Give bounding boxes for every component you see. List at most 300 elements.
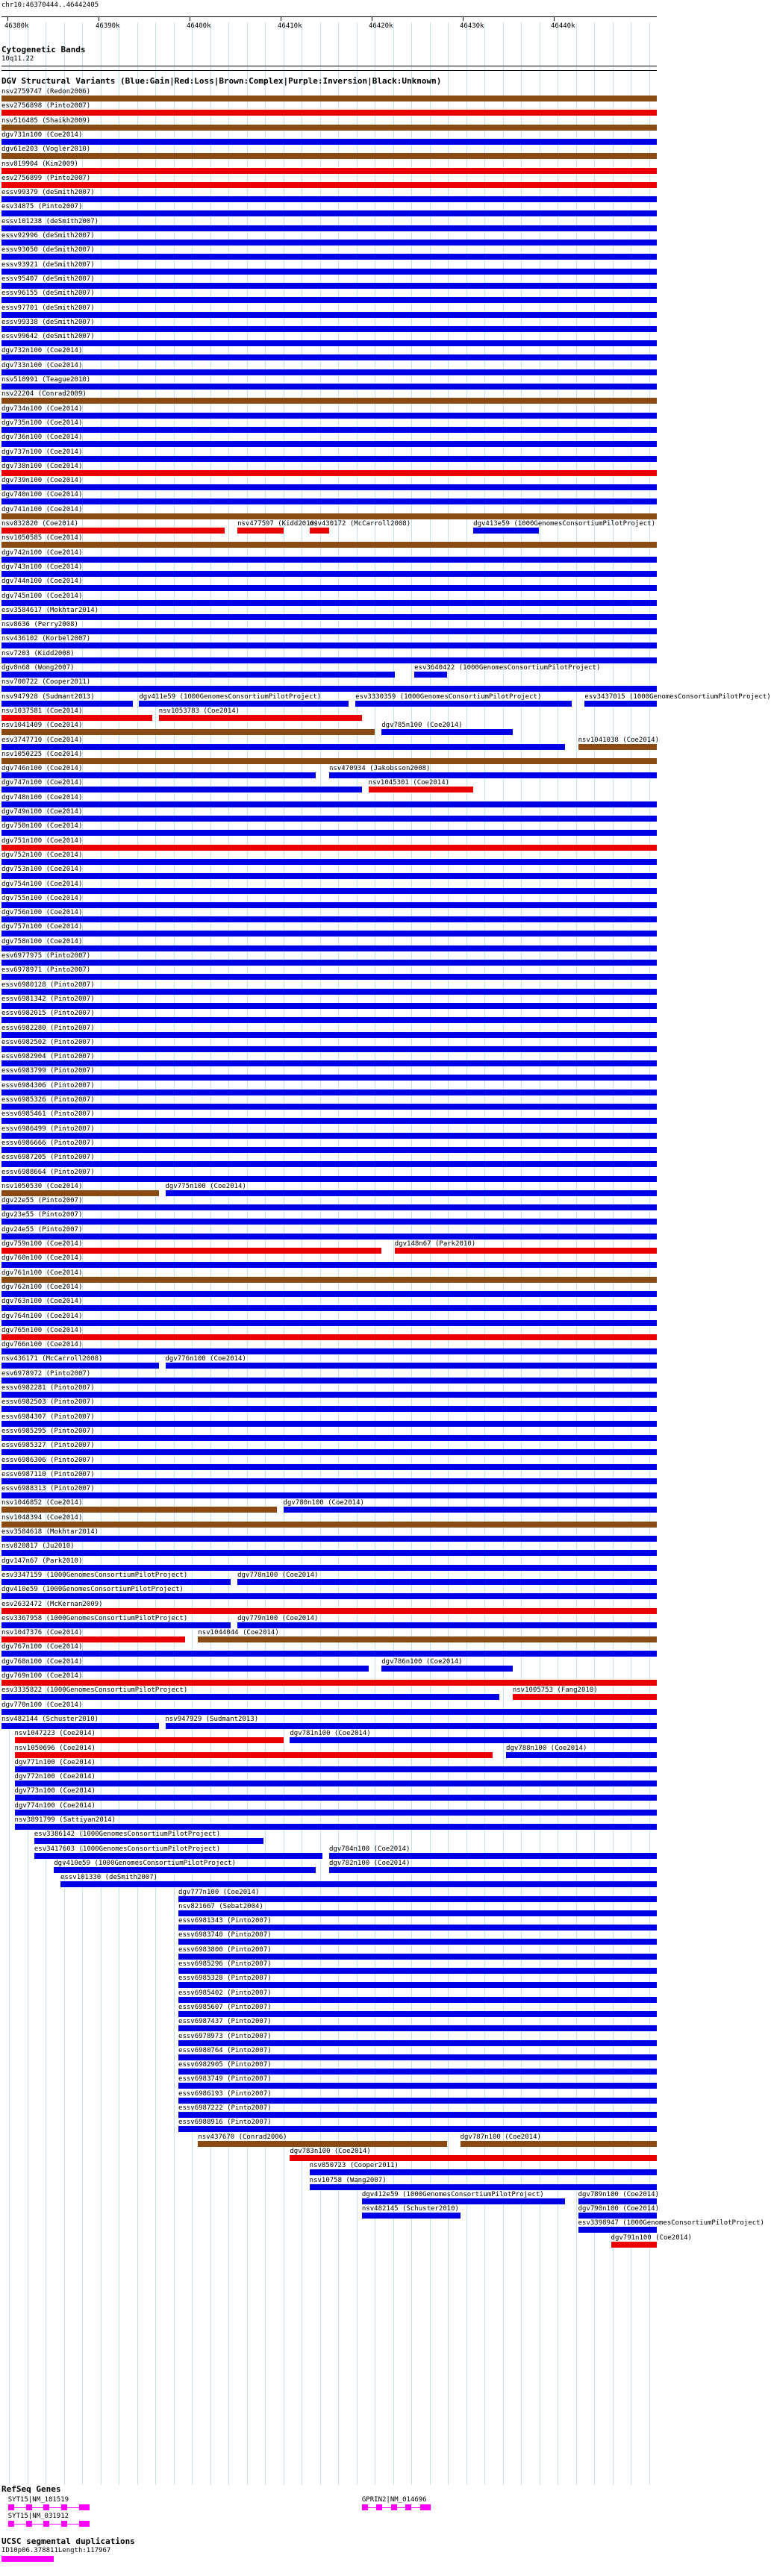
variant-label: nsv437670 (Conrad2006) [198, 2133, 287, 2141]
variant-label: esv2632472 (McKernan2009) [1, 1600, 103, 1608]
variant-bar [1, 960, 657, 966]
variant-bar [1, 1536, 657, 1542]
variant-label: dgv742n100 (Coe2014) [1, 548, 83, 557]
variant-bar [1, 413, 657, 419]
variant-bar [178, 2040, 657, 2046]
variant-bar [178, 1896, 657, 1902]
variant-bar [513, 1694, 657, 1700]
variant-label: essv97701 (deSmith2007) [1, 304, 95, 312]
variant-bar [1, 989, 657, 995]
variant-bar [34, 1853, 322, 1859]
variant-label: dgv785n100 (Coe2014) [381, 722, 463, 730]
variant-label: dgv147n67 (Park2010) [1, 1557, 83, 1565]
variant-bar [1, 1406, 657, 1412]
variant-label: dgv776n100 (Coe2014) [165, 1355, 246, 1363]
variant-bar [1, 1579, 231, 1585]
variant-label: dgv770n100 (Coe2014) [1, 1701, 83, 1709]
variant-bar [1, 1305, 657, 1311]
segdup-label: ID10p06.378811Length:117967 [1, 2547, 111, 2554]
variant-bar [1, 715, 152, 721]
gene-exon [26, 2521, 32, 2527]
variant-label: nsv516485 (Shaikh2009) [1, 116, 91, 125]
variant-bar [1, 1392, 657, 1398]
gene-exon [8, 2504, 14, 2510]
variant-bar [1, 1262, 657, 1268]
variant-label: esv6977975 (Pinto2007) [1, 952, 91, 960]
variant-label: dgv783n100 (Coe2014) [290, 2147, 371, 2155]
variant-label: essv6982015 (Pinto2007) [1, 1010, 95, 1018]
variant-label: dgv61e203 (Vogler2010) [1, 146, 91, 154]
variant-bar [1, 225, 657, 231]
variant-label: nsv1050585 (Coe2014) [1, 534, 83, 543]
variant-bar [1, 873, 657, 879]
variant-bar [178, 1954, 657, 1960]
variant-bar [1, 269, 657, 275]
variant-label: essv6985402 (Pinto2007) [178, 1989, 272, 1997]
variant-bar [1, 657, 657, 663]
variant-label: dgv747n100 (Coe2014) [1, 779, 83, 787]
variant-label: dgv748n100 (Coe2014) [1, 793, 83, 801]
variant-bar [1, 354, 657, 360]
gene-exon [61, 2504, 67, 2510]
gene-exon [8, 2521, 14, 2527]
variant-label: essv6984306 (Pinto2007) [1, 1081, 95, 1090]
variant-label: dgv744n100 (Coe2014) [1, 578, 83, 586]
variant-bar [1, 1464, 657, 1470]
variant-label: essv6985327 (Pinto2007) [1, 1442, 95, 1450]
variant-label: dgv773n100 (Coe2014) [14, 1787, 96, 1795]
variant-label: essv92996 (deSmith2007) [1, 232, 95, 240]
variant-label: dgv740n100 (Coe2014) [1, 491, 83, 499]
variant-label: esv3584617 (Mokhtar2014) [1, 606, 99, 614]
variant-bar [178, 2112, 657, 2118]
variant-label: essv6986499 (Pinto2007) [1, 1125, 95, 1133]
variant-label: nsv1048394 (Coe2014) [1, 1513, 83, 1522]
variant-bar [1, 1492, 657, 1498]
variant-label: dgv766n100 (Coe2014) [1, 1341, 83, 1349]
variant-label: dgv148n67 (Park2010) [394, 1240, 476, 1248]
variant-bar [1, 312, 657, 318]
variant-label: nsv947929 (Sudmant2013) [165, 1715, 259, 1723]
variant-label: nsv1053783 (Coe2014) [158, 707, 240, 715]
variant-label: nsv1050530 (Coe2014) [1, 1182, 83, 1190]
variant-label: essv6988916 (Pinto2007) [178, 2119, 272, 2127]
variant-bar [1, 1032, 657, 1038]
variant-label: dgv736n100 (Coe2014) [1, 434, 83, 442]
variant-bar [1, 96, 657, 101]
variant-label: dgv753n100 (Coe2014) [1, 866, 83, 874]
variant-label: esv6978972 (Pinto2007) [1, 1369, 91, 1378]
variant-bar [362, 2198, 565, 2204]
variant-bar [1, 1666, 369, 1672]
variant-bar [1, 125, 657, 131]
variant-label: essv6987222 (Pinto2007) [178, 2104, 272, 2112]
gene-exon [61, 2521, 67, 2527]
variant-label: nsv850723 (Cooper2011) [309, 2162, 399, 2170]
variant-label: nsv477597 (Kidd2010) [237, 520, 319, 528]
variant-bar [1, 1694, 499, 1700]
gene-label: SYT15|NM_031912 [7, 2513, 69, 2520]
variant-label: essv6988664 (Pinto2007) [1, 1168, 95, 1176]
variant-label: dgv762n100 (Coe2014) [1, 1283, 83, 1291]
variant-bar [1, 1435, 657, 1441]
variant-label: nsv947928 (Sudmant2013) [1, 693, 95, 701]
variant-bar [178, 1968, 657, 1974]
variant-label: nsv2759747 (Redon2006) [1, 88, 91, 96]
variant-label: dgv739n100 (Coe2014) [1, 477, 83, 485]
variant-bar [1, 974, 657, 980]
variant-label: esv2756898 (Pinto2007) [1, 102, 91, 110]
variant-bar [1, 1234, 657, 1239]
variant-label: nsv1050696 (Coe2014) [14, 1744, 96, 1752]
variant-bar [178, 2126, 657, 2132]
variant-label: dgv768n100 (Coe2014) [1, 1657, 83, 1666]
variant-label: nsv1041409 (Coe2014) [1, 722, 83, 730]
variant-bar [178, 1997, 657, 2003]
variant-label: dgv761n100 (Coe2014) [1, 1269, 83, 1277]
variant-label: dgv757n100 (Coe2014) [1, 923, 83, 931]
variant-label: dgv786n100 (Coe2014) [381, 1657, 463, 1666]
variant-label: dgv413e59 (1000GenomesConsortiumPilotProject) [473, 520, 655, 528]
variant-bar [15, 1824, 657, 1830]
gene-exon [79, 2521, 90, 2527]
variant-bar [139, 701, 349, 707]
variant-bar [1, 1363, 159, 1369]
variant-label: essv6987110 (Pinto2007) [1, 1470, 95, 1478]
variant-bar [369, 787, 473, 793]
variant-bar [355, 701, 572, 707]
refseq-track-title: RefSeq Genes [1, 2484, 61, 2494]
variant-bar [237, 1579, 657, 1585]
variant-label: essv6982503 (Pinto2007) [1, 1398, 95, 1407]
variant-bar [178, 2025, 657, 2031]
variant-bar [1, 326, 657, 332]
variant-bar [1, 614, 657, 620]
gene-exon [43, 2521, 49, 2527]
variant-label: dgv788n100 (Coe2014) [506, 1744, 587, 1752]
variant-label: essv6983740 (Pinto2007) [178, 1931, 272, 1939]
variant-bar [1, 830, 657, 836]
variant-bar [1, 498, 657, 504]
variant-bar [54, 1867, 316, 1873]
variant-bar [1, 1090, 657, 1095]
variant-label: nsv482144 (Schuster2010) [1, 1715, 99, 1723]
variant-bar [1, 1046, 657, 1052]
variant-label: dgv750n100 (Coe2014) [1, 822, 83, 831]
variant-bar [1, 1608, 657, 1614]
variant-label: dgv752n100 (Coe2014) [1, 851, 83, 859]
segdup-track-title: UCSC segmental duplications [1, 2536, 135, 2546]
variant-bar [1, 254, 657, 260]
grid-line [155, 22, 156, 2485]
variant-bar [1, 1723, 159, 1729]
variant-label: nsv436171 (McCarroll2008) [1, 1355, 103, 1363]
variant-bar [178, 1925, 657, 1931]
variant-bar [1, 1421, 657, 1427]
variant-bar [1, 643, 657, 648]
variant-label: essv6982281 (Pinto2007) [1, 1384, 95, 1392]
variant-bar [1, 384, 657, 390]
gene-exon [391, 2504, 397, 2510]
variant-label: esv34875 (Pinto2007) [1, 203, 83, 211]
grid-line [101, 22, 102, 2485]
variant-label: nsv700722 (Cooper2011) [1, 678, 91, 687]
variant-label: essv93050 (deSmith2007) [1, 246, 95, 254]
variant-bar [1, 110, 657, 116]
variant-label: nsv470934 (Jakobsson2008) [329, 765, 431, 773]
variant-label: dgv789n100 (Coe2014) [578, 2190, 659, 2198]
variant-bar [15, 1810, 657, 1816]
variant-label: dgv23e55 (Pinto2007) [1, 1211, 83, 1219]
variant-bar [611, 2242, 657, 2248]
dgv-track-title: DGV Structural Variants (Blue:Gain|Red:Loss|Brown:Complex|Purple:Inversion|Black:Unknown) [1, 76, 442, 86]
variant-bar [178, 2098, 657, 2104]
variant-label: nsv1046852 (Coe2014) [1, 1499, 83, 1507]
variant-label: dgv734n100 (Coe2014) [1, 404, 83, 413]
variant-bar [1, 283, 657, 289]
ruler-tick-label: 46410k [278, 22, 302, 30]
ruler-tick [7, 16, 8, 21]
variant-label: dgv22e55 (Pinto2007) [1, 1197, 83, 1205]
variant-label: nsv1050225 (Coe2014) [1, 750, 83, 758]
variant-label: dgv787n100 (Coe2014) [460, 2133, 541, 2141]
ruler-tick-label: 46400k [187, 22, 211, 30]
cytoband-line [1, 70, 657, 71]
variant-label: essv6980128 (Pinto2007) [1, 981, 95, 989]
variant-bar [1, 845, 657, 851]
variant-label: essv6986306 (Pinto2007) [1, 1456, 95, 1464]
variant-label: dgv769n100 (Coe2014) [1, 1672, 83, 1680]
variant-label: nsv1044044 (Coe2014) [198, 1629, 279, 1637]
variant-bar [1, 1378, 657, 1384]
variant-bar [1, 1219, 657, 1225]
variant-bar [1, 701, 133, 707]
variant-bar [1, 888, 657, 894]
variant-label: dgv760n100 (Coe2014) [1, 1254, 83, 1263]
variant-bar [198, 1636, 657, 1642]
variant-label: dgv412e59 (1000GenomesConsortiumPilotProject) [361, 2190, 544, 2198]
variant-label: dgv791n100 (Coe2014) [611, 2233, 692, 2242]
gene-label: SYT15|NM_181519 [7, 2496, 69, 2504]
variant-bar [1, 945, 657, 951]
variant-bar [1, 672, 395, 678]
ruler-tick-label: 46430k [460, 22, 484, 30]
variant-bar [1, 1593, 657, 1599]
gene-exon [405, 2504, 411, 2510]
variant-label: dgv410e59 (1000GenomesConsortiumPilotProject) [1, 1586, 184, 1594]
variant-label: esv3437015 (1000GenomesConsortiumPilotProject) [584, 693, 771, 701]
variant-label: esv3386142 (1000GenomesConsortiumPilotProject) [34, 1831, 221, 1839]
variant-bar [1, 1176, 657, 1182]
variant-label: essv6978973 (Pinto2007) [178, 2032, 272, 2040]
variant-label: essv6985295 (Pinto2007) [1, 1427, 95, 1435]
variant-label: essv6987205 (Pinto2007) [1, 1154, 95, 1162]
variant-bar [1, 758, 657, 764]
cytoband-track-title: Cytogenetic Bands [1, 45, 86, 54]
variant-label: essv6986193 (Pinto2007) [178, 2089, 272, 2098]
variant-bar [1, 902, 657, 908]
variant-bar [1, 297, 657, 303]
variant-label: nsv821667 (Sebat2004) [178, 1902, 263, 1910]
variant-label: dgv779n100 (Coe2014) [237, 1614, 319, 1622]
variant-bar [1, 1133, 657, 1139]
variant-label: nsv1005753 (Fang2010) [512, 1686, 598, 1695]
variant-bar [1, 729, 375, 735]
variant-bar [1, 484, 657, 490]
variant-bar [1, 1507, 277, 1513]
variant-bar [578, 2213, 657, 2219]
variant-bar [1, 816, 657, 822]
variant-label: esv3584618 (Mokhtar2014) [1, 1528, 99, 1536]
variant-label: nsv820817 (Ju2010) [1, 1542, 75, 1551]
variant-bar [578, 2198, 657, 2204]
grid-line [137, 22, 138, 2485]
variant-bar [1, 1204, 657, 1210]
variant-label: dgv8n68 (Wong2007) [1, 664, 75, 672]
ruler-tick-label: 46420k [369, 22, 393, 30]
variant-label: nsv10758 (Wang2007) [309, 2176, 387, 2184]
variant-bar [1, 513, 657, 519]
variant-label: nsv436102 (Korbel2007) [1, 635, 91, 643]
variant-label: essv6985328 (Pinto2007) [178, 1975, 272, 1983]
variant-bar [1, 1522, 657, 1528]
variant-label: dgv738n100 (Coe2014) [1, 462, 83, 470]
variant-label: dgv737n100 (Coe2014) [1, 448, 83, 456]
variant-bar [290, 1737, 657, 1743]
variant-bar [198, 2141, 447, 2147]
variant-label: nsv482145 (Schuster2010) [361, 2205, 459, 2213]
variant-bar [1, 168, 657, 174]
variant-label: dgv735n100 (Coe2014) [1, 419, 83, 427]
variant-label: dgv743n100 (Coe2014) [1, 563, 83, 571]
variant-bar [178, 2011, 657, 2017]
variant-label: nsv8636 (Perry2008) [1, 621, 78, 629]
variant-bar [381, 729, 513, 735]
variant-label: essv6982502 (Pinto2007) [1, 1038, 95, 1046]
variant-bar [1, 1651, 657, 1657]
variant-bar [310, 2169, 657, 2175]
variant-label: essv101238 (deSmith2007) [1, 217, 99, 225]
variant-bar [1, 1565, 657, 1571]
variant-bar [1, 1348, 657, 1354]
variant-label: esv6978971 (Pinto2007) [1, 966, 91, 975]
variant-bar [1, 1248, 381, 1254]
variant-label: nsv1041038 (Coe2014) [578, 736, 659, 744]
variant-label: dgv741n100 (Coe2014) [1, 505, 83, 513]
gene-exon [26, 2504, 32, 2510]
variant-label: essv6982280 (Pinto2007) [1, 1024, 95, 1032]
gene-exon [362, 2504, 368, 2510]
variant-bar [1, 628, 657, 634]
variant-label: dgv781n100 (Coe2014) [290, 1730, 371, 1738]
variant-label: nsv510991 (Teague2010) [1, 376, 91, 384]
variant-bar [1, 859, 657, 865]
variant-label: dgv763n100 (Coe2014) [1, 1298, 83, 1306]
variant-label: essv6981342 (Pinto2007) [1, 995, 95, 1003]
variant-label: dgv780n100 (Coe2014) [283, 1499, 364, 1507]
variant-bar [584, 701, 657, 707]
variant-bar [1, 1118, 657, 1124]
variant-bar [329, 1867, 657, 1873]
cytoband-label: 10q11.22 [1, 55, 34, 63]
ruler-tick-label: 46390k [96, 22, 120, 30]
variant-bar [506, 1752, 657, 1758]
variant-bar [1, 916, 657, 922]
variant-bar [1, 1190, 159, 1196]
variant-label: essv93921 (deSmith2007) [1, 260, 95, 269]
variant-bar [15, 1766, 657, 1772]
ruler-tick-label: 46440k [551, 22, 575, 30]
variant-label: essv6988313 (Pinto2007) [1, 1485, 95, 1493]
variant-bar [1, 686, 657, 692]
variant-bar [1, 1622, 231, 1628]
variant-bar [1, 153, 657, 159]
variant-bar [473, 528, 539, 534]
variant-bar [1, 139, 657, 145]
variant-bar [310, 2184, 657, 2190]
variant-bar [1, 931, 657, 937]
variant-label: dgv410e59 (1000GenomesConsortiumPilotProject) [54, 1859, 237, 1867]
variant-label: essv95407 (deSmith2007) [1, 275, 95, 283]
variant-label: dgv759n100 (Coe2014) [1, 1240, 83, 1248]
variant-bar [1, 528, 225, 534]
ruler-tick [554, 16, 555, 21]
variant-bar [284, 1507, 657, 1513]
variant-label: essv99642 (deSmith2007) [1, 333, 95, 341]
variant-label: dgv764n100 (Coe2014) [1, 1312, 83, 1320]
variant-bar [362, 2213, 461, 2219]
variant-bar [1, 744, 565, 750]
variant-label: esv3330359 (1000GenomesConsortiumPilotProject) [355, 693, 542, 701]
variant-bar [178, 1982, 657, 1988]
variant-label: nsv1037581 (Coe2014) [1, 707, 83, 715]
variant-label: dgv774n100 (Coe2014) [14, 1801, 96, 1810]
variant-label: nsv430172 (McCarroll2008) [309, 520, 411, 528]
variant-bar [1, 456, 657, 462]
variant-label: dgv772n100 (Coe2014) [14, 1773, 96, 1781]
ruler-tick-label: 46380k [4, 22, 29, 30]
variant-label: dgv782n100 (Coe2014) [329, 1859, 411, 1867]
gene-exon [43, 2504, 49, 2510]
variant-label: dgv790n100 (Coe2014) [578, 2205, 659, 2213]
variant-bar [1, 600, 657, 606]
variant-bar [1, 1017, 657, 1023]
variant-bar [15, 1795, 657, 1801]
variant-label: essv6986666 (Pinto2007) [1, 1139, 95, 1147]
variant-label: esv3640422 (1000GenomesConsortiumPilotProject) [414, 664, 601, 672]
variant-bar [15, 1737, 284, 1743]
variant-label: dgv775n100 (Coe2014) [165, 1182, 246, 1190]
variant-bar [329, 1853, 657, 1859]
variant-label: essv101330 (deSmith2007) [60, 1874, 158, 1882]
variant-label: dgv755n100 (Coe2014) [1, 894, 83, 902]
variant-label: dgv765n100 (Coe2014) [1, 1326, 83, 1334]
variant-label: dgv411e59 (1000GenomesConsortiumPilotProject) [139, 693, 322, 701]
variant-label: nsv819904 (Kim2009) [1, 160, 78, 168]
variant-label: nsv22204 (Conrad2009) [1, 390, 87, 398]
variant-label: essv99379 (deSmith2007) [1, 189, 95, 197]
variant-bar [1, 340, 657, 346]
variant-bar [1, 1291, 657, 1297]
variant-label: essv6985296 (Pinto2007) [178, 1960, 272, 1968]
variant-bar [1, 1147, 657, 1153]
variant-label: essv6982904 (Pinto2007) [1, 1053, 95, 1061]
variant-bar [166, 1723, 658, 1729]
ruler-line [1, 16, 657, 17]
variant-bar [1, 427, 657, 433]
variant-bar [178, 2054, 657, 2060]
variant-bar [1, 1709, 657, 1715]
